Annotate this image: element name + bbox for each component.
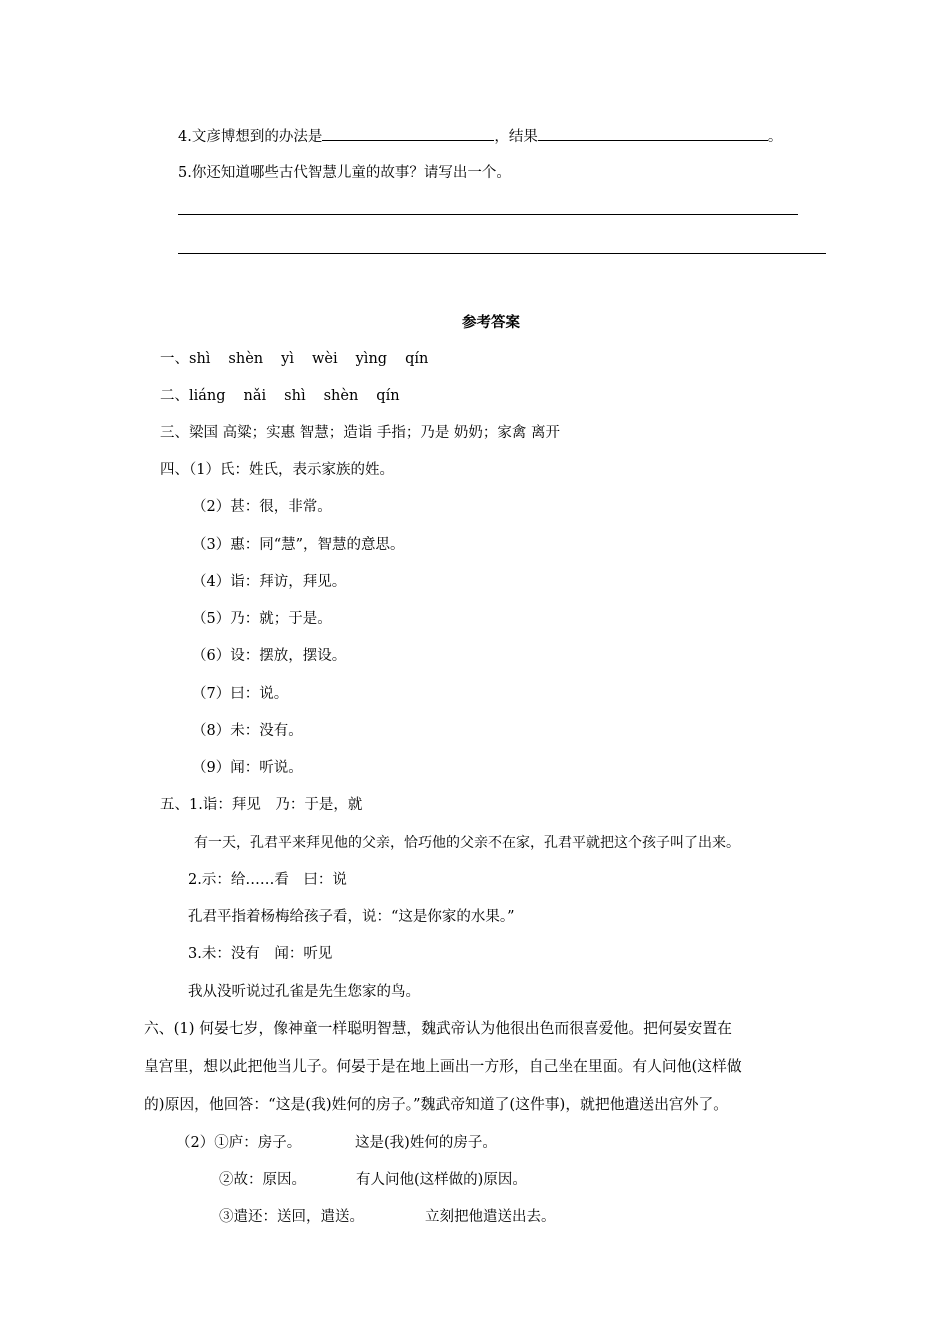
- answer-blank: [322, 126, 494, 141]
- pinyin-item: shèn: [323, 388, 359, 404]
- section-6-item-translation: 立刻把他遣送出去。: [425, 1209, 556, 1225]
- pinyin-item: liáng: [189, 388, 226, 404]
- section-1-label: 一、: [160, 351, 189, 367]
- answers-title: 参考答案: [462, 314, 520, 331]
- answer-line: [178, 214, 798, 215]
- section-4-item: （5）乃：就；于是。: [192, 611, 332, 627]
- answer-blank: [538, 126, 768, 141]
- section-5-translation: 有一天，孔君平来拜见他的父亲，恰巧他的父亲不在家，孔君平就把这个孩子叫了出来。: [194, 835, 740, 851]
- section-2: [160, 386, 400, 406]
- section-6-item-translation: 有人问他(这样做的)原因。: [356, 1172, 527, 1188]
- section-3: 三、梁国 高粱；实惠 智慧；造诣 手指；乃是 奶奶；家禽 离开: [160, 425, 561, 441]
- pinyin-item: shèn: [228, 351, 264, 367]
- section-6-item-label: （2）①庐：房子。: [176, 1135, 302, 1151]
- section-4-item: （2）甚：很，非常。: [192, 499, 332, 515]
- section-6-item-label: ③遣还：送回，遣送。: [219, 1209, 364, 1225]
- section-4-item: 四、（1）氏：姓氏，表示家族的姓。: [160, 462, 394, 478]
- pinyin-item: nǎi: [243, 388, 267, 404]
- answer-line: [178, 253, 826, 254]
- section-5-translation: 孔君平指着杨梅给孩子看，说：“这是你家的水果。”: [188, 909, 515, 925]
- section-4-item: （3）惠：同“慧”，智慧的意思。: [192, 537, 405, 553]
- pinyin-item: shì: [284, 388, 306, 404]
- section-4-item: （8）未：没有。: [192, 723, 303, 739]
- section-6-paragraph: 皇宫里，想以此把他当儿子。何晏于是在地上画出一方形，自己坐在里面。有人问他(这样做: [144, 1058, 742, 1075]
- section-6-item-translation: 这是(我)姓何的房子。: [355, 1135, 497, 1151]
- section-4-item: （9）闻：听说。: [192, 760, 303, 776]
- section-5-translation: 我从没听说过孔雀是先生您家的鸟。: [188, 984, 420, 1000]
- question-4-prefix: 4.文彦博想到的办法是: [178, 129, 323, 145]
- section-5-line: 2.示：给……看 曰：说: [188, 872, 347, 888]
- question-4-mid: ，结果: [494, 129, 538, 145]
- pinyin-item: qín: [405, 351, 429, 367]
- section-4-item: （6）设：摆放，摆设。: [192, 648, 347, 664]
- section-6-item-label: ②故：原因。: [219, 1172, 306, 1188]
- pinyin-item: qín: [376, 388, 400, 404]
- section-6-paragraph: 六、(1) 何晏七岁，像神童一样聪明智慧，魏武帝认为他很出色而很喜爱他。把何晏安置在: [144, 1020, 732, 1037]
- section-4-item: （4）诣：拜访，拜见。: [192, 574, 347, 590]
- question-4: [178, 126, 782, 147]
- section-2-label: 二、: [160, 388, 189, 404]
- pinyin-item: yìng: [355, 351, 388, 367]
- question-5: 5.你还知道哪些古代智慧儿童的故事？请写出一个。: [178, 165, 511, 181]
- pinyin-item: yì: [281, 351, 294, 367]
- section-5-line: 五、1.诣：拜见 乃：于是，就: [160, 797, 363, 813]
- section-5-line: 3.未：没有 闻：听见: [188, 946, 333, 962]
- question-4-end: 。: [767, 129, 783, 145]
- section-1: [160, 349, 428, 369]
- section-4-item: （7）曰：说。: [192, 686, 289, 702]
- pinyin-item: shì: [189, 351, 211, 367]
- section-6-paragraph: 的)原因，他回答：“这是(我)姓何的房子。”魏武帝知道了(这件事)，就把他遣送出宫外了。: [144, 1096, 729, 1113]
- pinyin-item: wèi: [311, 351, 338, 367]
